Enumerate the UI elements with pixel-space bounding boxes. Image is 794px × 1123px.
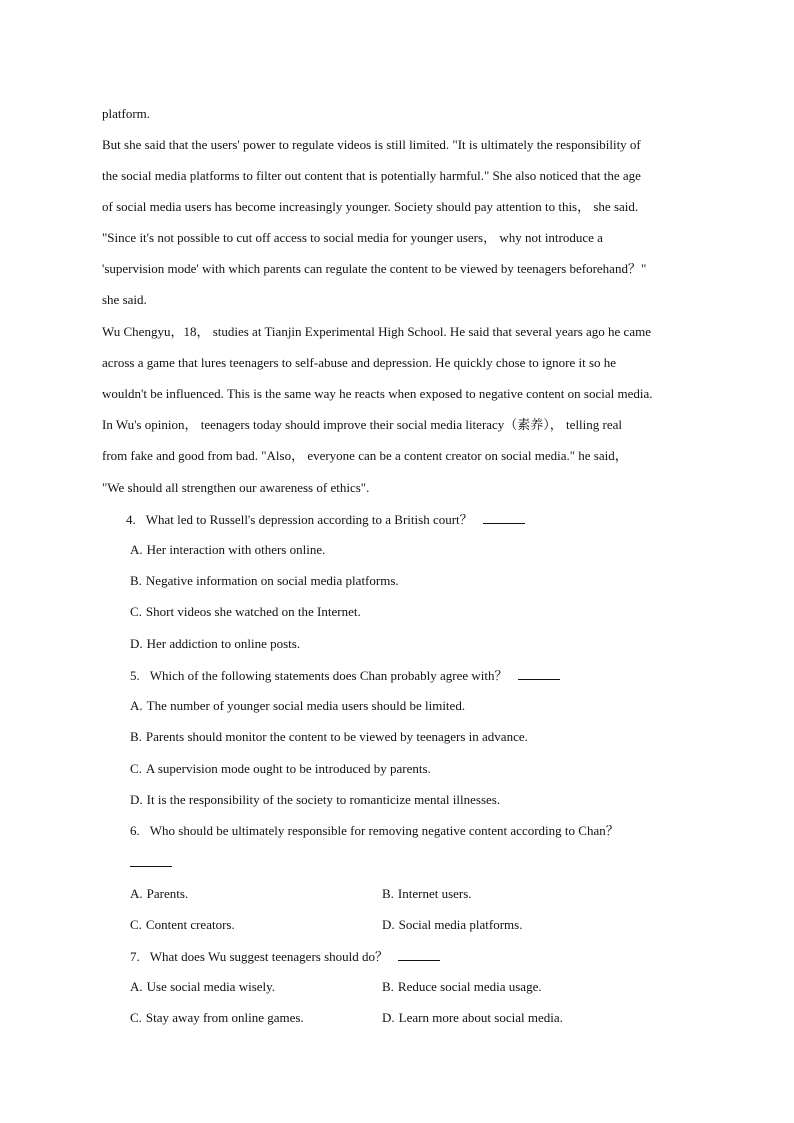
answer-blank[interactable] (483, 511, 525, 524)
option-letter: C. (130, 604, 142, 619)
option-letter: D. (130, 792, 143, 807)
option-letter: B. (130, 729, 142, 744)
question-text: What led to Russell's depression according to a British court？ (145, 512, 473, 527)
option-letter: B. (382, 886, 394, 901)
option-letter: C. (130, 761, 142, 776)
option-letter: B. (382, 979, 394, 994)
option-text: It is the responsibility of the society to romanticize mental illnesses. (146, 792, 501, 807)
option-letter: B. (130, 573, 142, 588)
passage-line: wouldn't be influenced. This is the same way he reacts when exposed to negative content on social media. (102, 386, 653, 401)
option-text: Short videos she watched on the Internet. (145, 604, 361, 619)
option-b[interactable] (130, 729, 528, 745)
option-text: Negative information on social media platforms. (145, 573, 399, 588)
question-number: 6. (130, 823, 140, 838)
question-number: 7. (130, 949, 140, 964)
passage-line: she said. (102, 292, 147, 307)
option-b[interactable] (382, 886, 472, 902)
option-text: Learn more about social media. (398, 1010, 563, 1025)
option-text: Her interaction with others online. (146, 542, 326, 557)
option-text: Parents. (146, 886, 189, 901)
option-d[interactable] (382, 1010, 563, 1026)
option-a[interactable] (130, 698, 465, 714)
question-stem (130, 667, 560, 684)
option-letter: D. (130, 636, 143, 651)
option-letter: C. (130, 917, 142, 932)
question-stem (130, 823, 619, 839)
option-text: Social media platforms. (398, 917, 523, 932)
option-text: A supervision mode ought to be introduced by parents. (145, 761, 431, 776)
option-c[interactable] (130, 917, 235, 933)
option-b[interactable] (382, 979, 542, 995)
option-c[interactable] (130, 761, 431, 777)
option-text: Her addiction to online posts. (146, 636, 301, 651)
answer-blank[interactable] (130, 854, 172, 867)
question-number: 4. (126, 512, 136, 527)
passage-line: 'supervision mode' with which parents can regulate the content to be viewed by teenagers beforehand？" (102, 261, 647, 276)
question-stem (130, 948, 440, 965)
option-text: Use social media wisely. (146, 979, 276, 994)
option-d[interactable] (130, 792, 500, 808)
passage-line: of social media users has become increasingly younger. Society should pay attention to this， she said. (102, 199, 639, 214)
option-letter: D. (382, 1010, 395, 1025)
passage-line: "Since it's not possible to cut off access to social media for younger users， why not introduce a (102, 230, 603, 245)
option-text: Stay away from online games. (145, 1010, 304, 1025)
option-d[interactable] (130, 636, 300, 652)
question-number: 5. (130, 668, 140, 683)
option-letter: D. (382, 917, 395, 932)
answer-blank[interactable] (518, 667, 560, 680)
option-b[interactable] (130, 573, 399, 589)
option-letter: C. (130, 1010, 142, 1025)
option-text: Reduce social media usage. (397, 979, 542, 994)
question-text: Who should be ultimately responsible for removing negative content according to Chan？ (149, 823, 619, 838)
option-letter: A. (130, 542, 143, 557)
passage-line: the social media platforms to filter out content that is potentially harmful." She also noticed that the age (102, 168, 641, 183)
passage-line: Wu Chengyu，18， studies at Tianjin Experimental High School. He said that several years ago he came (102, 324, 651, 339)
passage-line: across a game that lures teenagers to self-abuse and depression. He quickly chose to ignore it so he (102, 355, 617, 370)
option-a[interactable] (130, 542, 325, 558)
answer-blank[interactable] (398, 948, 440, 961)
passage-line: But she said that the users' power to regulate videos is still limited. "It is ultimately the responsibility of (102, 137, 641, 152)
option-text: The number of younger social media users should be limited. (146, 698, 466, 713)
question-stem (126, 511, 525, 528)
option-text: Parents should monitor the content to be viewed by teenagers in advance. (145, 729, 528, 744)
option-text: Content creators. (145, 917, 235, 932)
option-c[interactable] (130, 604, 361, 620)
passage-line: platform. (102, 106, 151, 121)
option-a[interactable] (130, 886, 188, 902)
option-c[interactable] (130, 1010, 304, 1026)
question-text: Which of the following statements does Chan probably agree with？ (149, 668, 508, 683)
question-text: What does Wu suggest teenagers should do？ (149, 949, 388, 964)
option-a[interactable] (130, 979, 275, 995)
passage-line: from fake and good from bad. "Also， everyone can be a content creator on social media." he said， (102, 448, 628, 463)
option-letter: A. (130, 979, 143, 994)
option-d[interactable] (382, 917, 522, 933)
passage-line: "We should all strengthen our awareness of ethics". (102, 480, 370, 495)
passage-line: In Wu's opinion， teenagers today should improve their social media literacy（素养）， telling real (102, 417, 623, 432)
option-text: Internet users. (397, 886, 472, 901)
option-letter: A. (130, 886, 143, 901)
option-letter: A. (130, 698, 143, 713)
